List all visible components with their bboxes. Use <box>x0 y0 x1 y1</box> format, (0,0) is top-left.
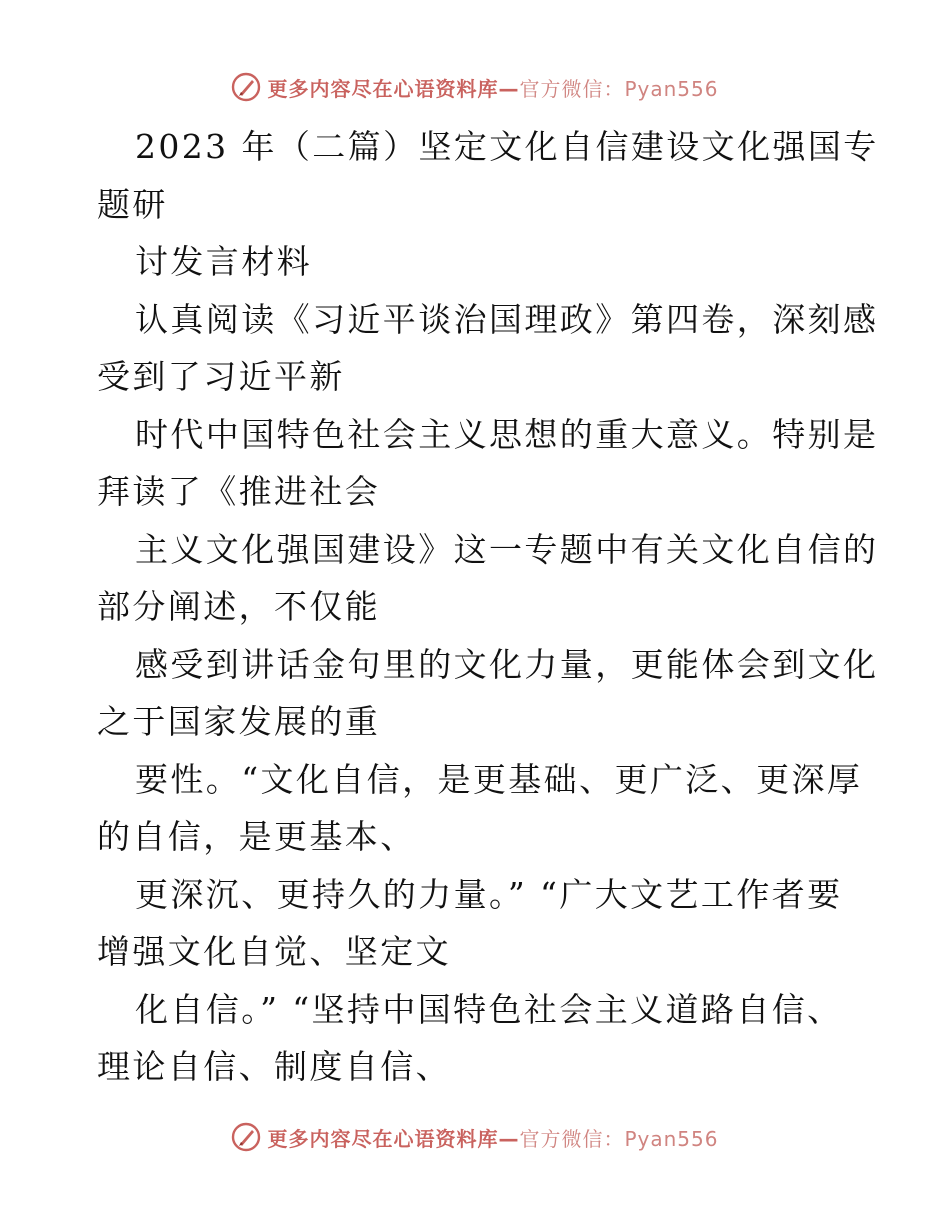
document-body <box>97 118 879 1096</box>
text-line: 之于国家发展的重 <box>97 702 381 741</box>
page-header <box>0 72 950 102</box>
footer-wechat-text: 官方微信：Pyan556 <box>519 1126 719 1151</box>
text-line: 2023 年（二篇）坚定文化自信建设文化强国专 <box>135 127 879 166</box>
text-line: 更深沉、更持久的力量。” “广大文艺工作者要 <box>135 874 843 914</box>
text-line: 拜读了《推进社会 <box>97 472 381 511</box>
page-footer <box>0 1122 950 1152</box>
text-line: 主义文化强国建设》这一专题中有关文化自信的 <box>135 529 879 569</box>
text-line: 时代中国特色社会主义思想的重大意义。特别是 <box>135 414 879 454</box>
text-line: 理论自信、制度自信、 <box>97 1047 451 1086</box>
text-line: 感受到讲话金句里的文化力量，更能体会到文化 <box>135 644 879 684</box>
quill-logo-icon <box>231 72 261 102</box>
header-banner <box>267 73 718 102</box>
text-line: 受到了习近平新 <box>97 357 345 396</box>
footer-brand-text: 更多内容尽在心语资料库— <box>267 1126 520 1151</box>
text-line: 要性。“文化自信，是更基础、更广泛、更深厚 <box>135 759 863 799</box>
text-line: 讨发言材料 <box>135 242 312 281</box>
text-line: 题研 <box>97 184 168 224</box>
text-line: 化自信。” “坚持中国特色社会主义道路自信、 <box>135 989 843 1029</box>
header-brand-text: 更多内容尽在心语资料库— <box>267 76 520 101</box>
text-line: 部分阐述，不仅能 <box>97 587 381 626</box>
header-wechat-text: 官方微信：Pyan556 <box>519 76 719 101</box>
text-line: 的自信，是更基本、 <box>97 817 416 856</box>
quill-logo-icon <box>231 1122 261 1152</box>
footer-banner <box>267 1123 718 1152</box>
text-line: 增强文化自觉、坚定文 <box>97 932 451 971</box>
text-line: 认真阅读《习近平谈治国理政》第四卷，深刻感 <box>135 299 879 339</box>
